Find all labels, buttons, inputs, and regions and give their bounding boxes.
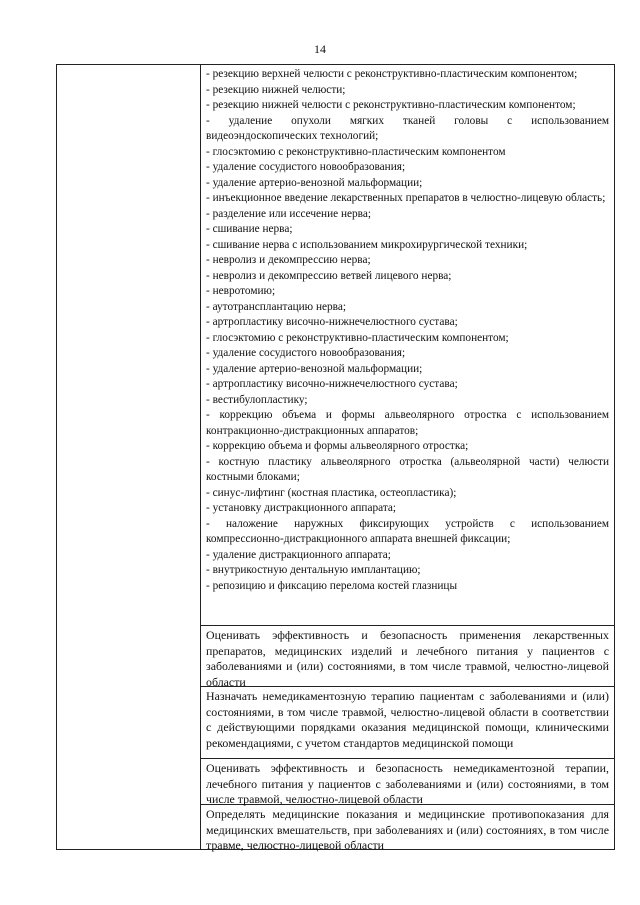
list-item: - удаление артерио-венозной мальформации; — [206, 362, 423, 375]
list-item: - резекцию нижней челюсти с реконструктивно-пластическим компонентом; — [206, 99, 576, 111]
list-item: - невролиз и декомпрессию нерва; — [206, 254, 371, 266]
list-item: - аутотрансплантацию нерва; — [206, 300, 346, 313]
list-item: - невротомию; — [206, 285, 276, 297]
list-item: - коррекцию объема и формы альвеолярного отростка; — [206, 440, 469, 452]
list-item: - коррекцию объема и формы альвеолярного отростка с использованием контракционно-дистракционных аппаратов; — [206, 409, 609, 437]
list-item: - вестибулопластику; — [206, 393, 308, 406]
paragraph-cell: Определять медицинские показания и медицинские противопоказания для медицинских вмешательств, при заболеваниях и (или) состояниях, в том числе травме, челюстно-лицевой области — [206, 807, 609, 853]
paragraph-cell: Назначать немедикаментозную терапию пациентам с заболеваниями и (или) состояниями, в том числе травмой, челюстно-лицевой области в соответствии с действующими порядками оказания медицинской помощи, клиническими рекомендациями, с учетом стандартов медицинской помощи — [201, 687, 614, 759]
list-item: - наложение наружных фиксирующих устройств с использованием компрессионно-дистракционного аппарата внешней фиксации; — [206, 517, 609, 545]
list-item: - невролиз и декомпрессию ветвей лицевого нерва; — [206, 269, 452, 282]
procedures-list-cell — [201, 65, 614, 626]
list-item: - сшивание нерва; — [206, 223, 293, 235]
list-item: - удаление дистракционного аппарата; — [206, 548, 391, 561]
list-item: - резекцию верхней челюсти с реконструктивно-пластическим компонентом; — [206, 68, 578, 80]
list-item: - удаление сосудистого новообразования; — [206, 161, 406, 173]
list-item: - разделение или иссечение нерва; — [206, 207, 372, 220]
empty-left-column — [57, 65, 201, 849]
list-item: - удаление сосудистого новообразования; — [206, 347, 406, 359]
list-item: - синус-лифтинг (костная пластика, остеопластика); — [206, 486, 457, 499]
list-item: - удаление артерио-венозной мальформации; — [206, 176, 423, 189]
list-item: - глосэктомию с реконструктивно-пластическим компонентом — [206, 145, 506, 158]
list-item: - костную пластику альвеолярного отростка (альвеолярной части) челюсти костными блоками; — [206, 455, 609, 483]
paragraph-cell: Оценивать эффективность и безопасность немедикаментозной терапии, лечебного питания у пациентов с заболеваниями и (или) состояниями, в том числе травмой, челюстно-лицевой области — [201, 759, 614, 805]
list-item: - артропластику височно-нижнечелюстного сустава; — [206, 378, 458, 390]
list-item: - сшивание нерва с использованием микрохирургической техники; — [206, 238, 528, 251]
page-number: 14 — [314, 42, 326, 56]
list-item: - глосэктомию с реконструктивно-пластическим компонентом; — [206, 331, 509, 344]
paragraph-cell: Оценивать эффективность и безопасность применения лекарственных препаратов, медицинских изделий и лечебного питания у пациентов с заболеваниями и (или) состояниями, в том числе травмой, челюстно-лицевой области — [201, 626, 614, 687]
list-item: - репозицию и фиксацию перелома костей глазницы — [206, 579, 458, 592]
competency-table — [56, 64, 615, 853]
list-item: - удаление опухоли мягких тканей головы с использованием видеоэндоскопических технологий; — [206, 114, 609, 142]
list-item: - установку дистракционного аппарата; — [206, 502, 397, 514]
list-item: - резекцию нижней челюсти; — [206, 83, 346, 96]
list-item: - инъекционное введение лекарственных препаратов в челюстно-лицевую область; — [206, 192, 606, 204]
right-column — [201, 65, 614, 853]
list-item: - артропластику височно-нижнечелюстного сустава; — [206, 316, 458, 328]
list-item: - внутрикостную дентальную имплантацию; — [206, 564, 421, 576]
